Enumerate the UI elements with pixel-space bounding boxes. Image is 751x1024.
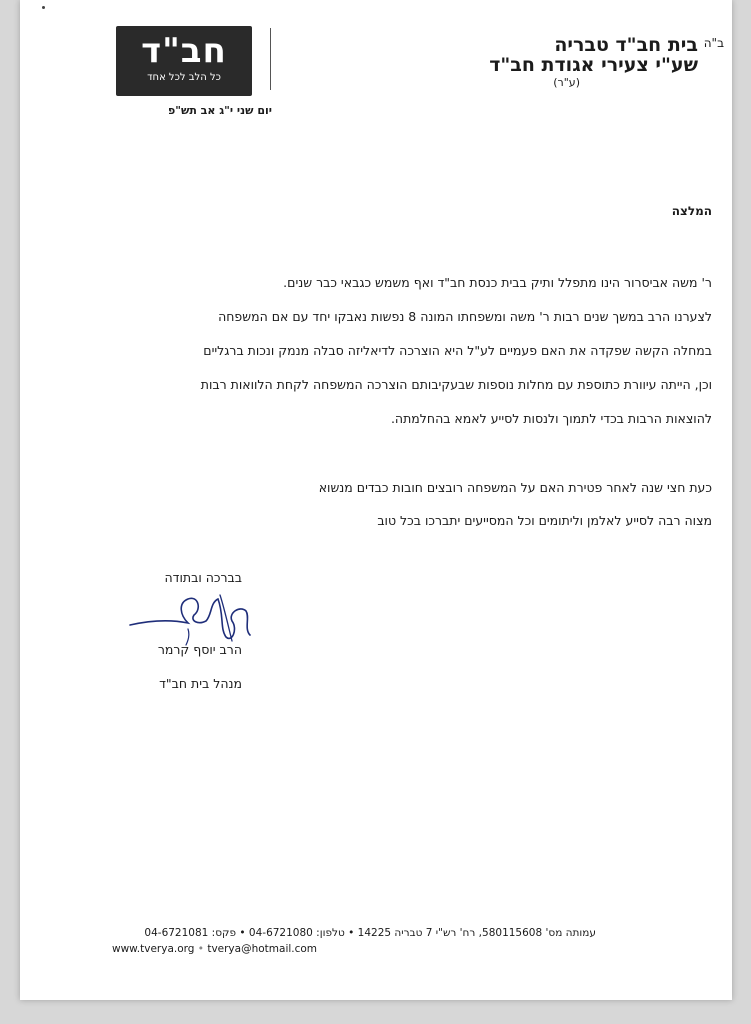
org-registration: (ע"ר) bbox=[553, 76, 580, 89]
header-divider bbox=[270, 28, 271, 90]
bh-mark: ב"ה bbox=[703, 36, 724, 50]
logo-tagline: כל הלב לכל אחד bbox=[147, 72, 221, 83]
paragraph-2 bbox=[132, 471, 712, 537]
paragraph-line: מצוה רבה לסייע לאלמן וליתומים וכל המסייעים יתברכו בכל טוב bbox=[377, 513, 712, 528]
footer-separator: • bbox=[197, 943, 208, 955]
footer-web bbox=[112, 943, 317, 955]
closing-text: בברכה ובתודה bbox=[164, 570, 242, 585]
signer-title: מנהל בית חב"ד bbox=[159, 676, 242, 691]
org-subtitle: שע"י צעירי אגודת חב"ד bbox=[489, 54, 698, 76]
website-link[interactable]: www.tverya.org bbox=[112, 943, 195, 955]
paragraph-line: להוצאות הרבות בכדי לתמוך ולנסות לסייע לאמא בהחלמתה. bbox=[390, 411, 712, 426]
letter-date: יום שני י"ג אב תש"פ bbox=[168, 104, 272, 117]
logo-text: חב"ד bbox=[141, 31, 227, 71]
paragraph-line: וכן, הייתה עיוורת כתוספת עם מחלות נוספות שבעקיבותם הוצרכה המשפחה לקחת הלוואות רבות bbox=[200, 377, 712, 392]
paragraph-line: במחלה הקשה שפקדה את האם פעמיים לע"ל היא הוצרכה לדיאליזה סבלה מנמק ונכות ברגליים bbox=[203, 343, 712, 358]
signer-name: הרב יוסף קרמר bbox=[157, 642, 242, 657]
handwritten-signature bbox=[128, 585, 258, 655]
paragraph-1 bbox=[132, 266, 712, 436]
letter-page bbox=[20, 0, 732, 1000]
letter-subject: המלצה bbox=[671, 204, 712, 218]
paragraph-line: לצערנו הרב במשך שנים רבות ר' משה ומשפחתו המונה 8 נפשות נאבקו יחד עם אם המשפחה bbox=[218, 309, 712, 324]
scan-speck bbox=[42, 6, 45, 9]
chabad-logo bbox=[116, 26, 252, 96]
paragraph-line: כעת חצי שנה לאחר פטירת האם על המשפחה רובצים חובות כבדים מנשוא bbox=[318, 480, 712, 495]
email-link[interactable]: tverya@hotmail.com bbox=[207, 943, 318, 955]
footer-contact: עמותה מס' 580115608, רח' רש"י 7 טבריה 14225 • טלפון: 04-6721080 • פקס: 04-6721081 bbox=[144, 927, 596, 939]
org-name: בית חב"ד טבריה bbox=[554, 34, 698, 56]
paragraph-line: ר' משה אביסרור הינו מתפלל ותיק בבית כנסת חב"ד ואף משמש כגבאי כבר שנים. bbox=[283, 275, 712, 290]
